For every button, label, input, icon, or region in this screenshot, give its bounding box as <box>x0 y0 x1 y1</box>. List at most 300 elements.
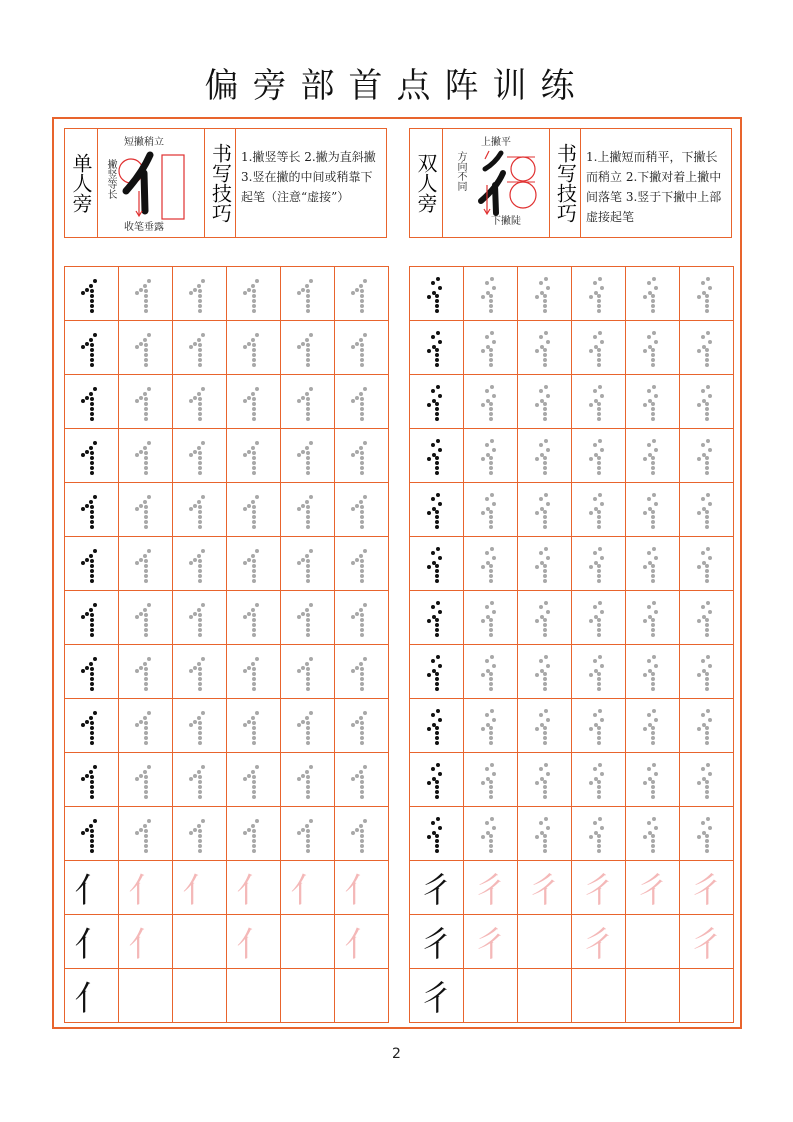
practice-cell <box>572 321 626 375</box>
practice-cell <box>335 861 389 915</box>
practice-cell <box>281 267 335 321</box>
practice-cell <box>464 807 518 861</box>
practice-cell <box>65 321 119 375</box>
practice-cell <box>65 375 119 429</box>
dot-glyph-icon <box>339 431 385 481</box>
practice-cell <box>281 753 335 807</box>
dot-glyph-icon <box>414 431 460 481</box>
dot-glyph-icon <box>69 593 115 643</box>
practice-cell <box>227 753 281 807</box>
practice-cell <box>281 321 335 375</box>
dot-glyph-icon <box>414 647 460 697</box>
practice-cell <box>227 969 281 1023</box>
dot-glyph-icon <box>231 809 277 859</box>
practice-cell <box>281 375 335 429</box>
dot-glyph-icon <box>522 809 568 859</box>
practice-cell <box>173 483 227 537</box>
dot-glyph-icon <box>576 485 622 535</box>
practice-cell <box>680 537 734 591</box>
dot-glyph-icon <box>339 755 385 805</box>
dot-glyph-icon <box>468 377 514 427</box>
trace-glyph: 彳 <box>635 871 670 911</box>
dot-glyph-icon <box>684 701 730 751</box>
practice-cell <box>119 321 173 375</box>
dot-glyph-icon <box>468 809 514 859</box>
dot-glyph-icon <box>285 485 331 535</box>
practice-cell <box>173 861 227 915</box>
dot-glyph-icon <box>630 485 676 535</box>
practice-cell <box>119 915 173 969</box>
practice-cell <box>281 915 335 969</box>
dot-glyph-icon <box>576 809 622 859</box>
right-radical-name: 双人旁 <box>410 129 443 237</box>
practice-cell <box>173 537 227 591</box>
practice-cell <box>227 699 281 753</box>
trace-glyph: 亻 <box>128 871 163 911</box>
practice-cell <box>227 429 281 483</box>
dot-glyph-icon <box>177 755 223 805</box>
practice-cell <box>464 915 518 969</box>
practice-cell <box>410 861 464 915</box>
practice-cell <box>410 537 464 591</box>
practice-cell <box>119 699 173 753</box>
practice-cell <box>464 969 518 1023</box>
left-demo-side-label: 撇竖等长 <box>105 159 116 199</box>
practice-cell <box>572 375 626 429</box>
dot-glyph-icon <box>468 323 514 373</box>
dot-glyph-icon <box>285 431 331 481</box>
dot-glyph-icon <box>339 485 385 535</box>
dot-glyph-icon <box>684 755 730 805</box>
dot-glyph-icon <box>177 377 223 427</box>
dot-glyph-icon <box>285 701 331 751</box>
practice-cell <box>680 807 734 861</box>
dot-glyph-icon <box>123 431 169 481</box>
dot-glyph-icon <box>684 809 730 859</box>
dot-glyph-icon <box>69 809 115 859</box>
practice-cell <box>65 537 119 591</box>
model-glyph: 彳 <box>419 979 454 1019</box>
dot-glyph-icon <box>69 539 115 589</box>
dot-glyph-icon <box>414 593 460 643</box>
dot-glyph-icon <box>576 269 622 319</box>
dot-glyph-icon <box>468 755 514 805</box>
dot-glyph-icon <box>630 647 676 697</box>
practice-cell <box>281 429 335 483</box>
model-glyph: 彳 <box>419 925 454 965</box>
practice-cell <box>626 375 680 429</box>
practice-cell <box>173 591 227 645</box>
dot-glyph-icon <box>123 269 169 319</box>
practice-cell <box>626 483 680 537</box>
practice-cell <box>119 969 173 1023</box>
practice-cell <box>335 591 389 645</box>
practice-cell <box>518 969 572 1023</box>
dot-glyph-icon <box>630 809 676 859</box>
dot-glyph-icon <box>69 701 115 751</box>
dot-glyph-icon <box>285 269 331 319</box>
practice-cell <box>227 861 281 915</box>
practice-cell <box>227 321 281 375</box>
practice-cell <box>281 537 335 591</box>
dot-glyph-icon <box>231 593 277 643</box>
dot-glyph-icon <box>576 377 622 427</box>
practice-cell <box>626 321 680 375</box>
practice-cell <box>335 915 389 969</box>
dot-glyph-icon <box>522 323 568 373</box>
dot-glyph-icon <box>177 431 223 481</box>
dot-glyph-icon <box>69 269 115 319</box>
practice-cell <box>335 699 389 753</box>
dot-glyph-icon <box>339 593 385 643</box>
practice-cell <box>572 753 626 807</box>
dot-glyph-icon <box>285 593 331 643</box>
practice-cell <box>626 807 680 861</box>
practice-cell <box>464 483 518 537</box>
practice-cell <box>410 375 464 429</box>
model-glyph: 彳 <box>419 871 454 911</box>
practice-cell <box>572 969 626 1023</box>
practice-cell <box>173 375 227 429</box>
dot-glyph-icon <box>468 539 514 589</box>
practice-cell <box>410 645 464 699</box>
practice-cell <box>626 915 680 969</box>
practice-cell <box>518 483 572 537</box>
dot-glyph-icon <box>177 539 223 589</box>
dot-glyph-icon <box>339 539 385 589</box>
practice-cell <box>680 591 734 645</box>
practice-cell <box>65 969 119 1023</box>
practice-cell <box>464 429 518 483</box>
dot-glyph-icon <box>630 323 676 373</box>
practice-cell <box>410 267 464 321</box>
dot-glyph-icon <box>414 323 460 373</box>
trace-glyph: 亻 <box>128 925 163 965</box>
dot-glyph-icon <box>231 701 277 751</box>
practice-cell <box>335 645 389 699</box>
practice-cell <box>410 807 464 861</box>
dot-glyph-icon <box>123 809 169 859</box>
dot-glyph-icon <box>69 485 115 535</box>
dot-glyph-icon <box>576 593 622 643</box>
practice-cell <box>572 429 626 483</box>
trace-glyph: 彳 <box>581 925 616 965</box>
practice-cell <box>335 483 389 537</box>
practice-cell <box>518 537 572 591</box>
dot-glyph-icon <box>576 323 622 373</box>
dot-glyph-icon <box>630 593 676 643</box>
dot-glyph-icon <box>522 647 568 697</box>
practice-cell <box>572 699 626 753</box>
practice-cell <box>464 267 518 321</box>
practice-cell <box>518 807 572 861</box>
dot-glyph-icon <box>177 485 223 535</box>
dot-glyph-icon <box>414 377 460 427</box>
practice-cell <box>281 591 335 645</box>
dot-glyph-icon <box>522 431 568 481</box>
dot-glyph-icon <box>231 377 277 427</box>
practice-cell <box>335 375 389 429</box>
practice-cell <box>65 807 119 861</box>
dot-glyph-icon <box>576 647 622 697</box>
practice-cell <box>626 429 680 483</box>
practice-cell <box>119 645 173 699</box>
practice-cell <box>518 591 572 645</box>
trace-glyph: 亻 <box>344 925 379 965</box>
practice-cell <box>626 645 680 699</box>
practice-cell <box>281 645 335 699</box>
dot-glyph-icon <box>684 269 730 319</box>
dot-glyph-icon <box>177 809 223 859</box>
dot-glyph-icon <box>576 701 622 751</box>
practice-cell <box>335 807 389 861</box>
practice-cell <box>173 699 227 753</box>
left-demo-bottom-label: 收笔垂露 <box>124 222 164 233</box>
practice-cell <box>173 753 227 807</box>
practice-cell <box>410 969 464 1023</box>
right-demo-side-label: 方向不同 <box>455 151 466 191</box>
practice-cell <box>518 699 572 753</box>
model-glyph: 亻 <box>74 925 109 965</box>
dot-glyph-icon <box>468 593 514 643</box>
trace-glyph: 亻 <box>290 871 325 911</box>
dot-glyph-icon <box>576 539 622 589</box>
practice-cell <box>464 861 518 915</box>
dot-glyph-icon <box>231 539 277 589</box>
practice-cell <box>518 429 572 483</box>
practice-cell <box>626 969 680 1023</box>
left-header <box>64 128 387 238</box>
dot-glyph-icon <box>339 323 385 373</box>
practice-cell <box>518 267 572 321</box>
practice-cell <box>65 861 119 915</box>
dot-glyph-icon <box>468 701 514 751</box>
practice-cell <box>680 375 734 429</box>
dot-glyph-icon <box>522 269 568 319</box>
dot-glyph-icon <box>630 431 676 481</box>
practice-cell <box>173 267 227 321</box>
dot-glyph-icon <box>69 755 115 805</box>
practice-cell <box>626 699 680 753</box>
left-demo-diagram <box>98 129 205 237</box>
practice-cell <box>626 753 680 807</box>
practice-cell <box>626 537 680 591</box>
practice-cell <box>410 699 464 753</box>
trace-glyph: 彳 <box>473 925 508 965</box>
dot-glyph-icon <box>177 701 223 751</box>
trace-glyph: 亻 <box>236 871 271 911</box>
practice-cell <box>572 267 626 321</box>
practice-cell <box>518 915 572 969</box>
practice-cell <box>626 267 680 321</box>
practice-cell <box>119 267 173 321</box>
dot-glyph-icon <box>69 377 115 427</box>
model-glyph: 亻 <box>74 979 109 1019</box>
practice-cell <box>119 591 173 645</box>
right-tips-text: 1.上撇短而稍平，下撇长而稍立 2.下撇对着上撇中间落笔 3.竖于下撇中上部虚接起笔 <box>586 150 722 224</box>
practice-cell <box>410 591 464 645</box>
dot-glyph-icon <box>468 647 514 697</box>
practice-cell <box>410 429 464 483</box>
dot-glyph-icon <box>285 647 331 697</box>
practice-cell <box>119 483 173 537</box>
right-practice-grid <box>409 266 734 1023</box>
practice-cell <box>227 375 281 429</box>
dot-glyph-icon <box>684 377 730 427</box>
practice-cell <box>119 861 173 915</box>
practice-cell <box>464 321 518 375</box>
practice-cell <box>572 483 626 537</box>
dot-glyph-icon <box>339 377 385 427</box>
dot-glyph-icon <box>231 323 277 373</box>
practice-cell <box>173 969 227 1023</box>
practice-cell <box>173 645 227 699</box>
practice-cell <box>572 807 626 861</box>
dot-glyph-icon <box>69 323 115 373</box>
practice-cell <box>65 645 119 699</box>
trace-glyph: 亻 <box>236 925 271 965</box>
practice-cell <box>65 699 119 753</box>
practice-cell <box>572 537 626 591</box>
practice-cell <box>227 591 281 645</box>
practice-cell <box>65 753 119 807</box>
dot-glyph-icon <box>177 323 223 373</box>
dot-glyph-icon <box>414 809 460 859</box>
trace-glyph: 彳 <box>473 871 508 911</box>
practice-cell <box>227 537 281 591</box>
dot-glyph-icon <box>684 539 730 589</box>
dot-glyph-icon <box>630 539 676 589</box>
dot-glyph-icon <box>684 323 730 373</box>
practice-cell <box>464 753 518 807</box>
dot-glyph-icon <box>285 377 331 427</box>
dot-glyph-icon <box>630 701 676 751</box>
practice-cell <box>464 645 518 699</box>
practice-cell <box>335 267 389 321</box>
dot-glyph-icon <box>231 269 277 319</box>
dot-glyph-icon <box>630 755 676 805</box>
dot-glyph-icon <box>522 701 568 751</box>
practice-cell <box>119 753 173 807</box>
right-demo-diagram <box>443 129 550 237</box>
trace-glyph: 彳 <box>689 925 724 965</box>
dot-glyph-icon <box>123 539 169 589</box>
practice-cell <box>518 375 572 429</box>
practice-cell <box>410 321 464 375</box>
practice-cell <box>65 267 119 321</box>
left-radical-name: 单人旁 <box>65 129 98 237</box>
dot-glyph-icon <box>414 269 460 319</box>
dot-glyph-icon <box>468 431 514 481</box>
dot-glyph-icon <box>69 647 115 697</box>
practice-cell <box>65 915 119 969</box>
practice-cell <box>572 861 626 915</box>
practice-cell <box>65 483 119 537</box>
practice-cell <box>572 591 626 645</box>
model-glyph: 亻 <box>74 871 109 911</box>
practice-cell <box>518 321 572 375</box>
dot-glyph-icon <box>123 701 169 751</box>
dot-glyph-icon <box>177 593 223 643</box>
practice-cell <box>227 915 281 969</box>
practice-cell <box>173 915 227 969</box>
practice-cell <box>626 591 680 645</box>
practice-cell <box>680 645 734 699</box>
practice-cell <box>173 429 227 483</box>
practice-cell <box>680 321 734 375</box>
dot-glyph-icon <box>123 323 169 373</box>
left-tips-text: 1.撇竖等长 2.撇为直斜撇 3.竖在撇的中间或稍靠下起笔（注意“虚接”） <box>241 150 376 204</box>
dot-glyph-icon <box>684 431 730 481</box>
practice-cell <box>281 969 335 1023</box>
practice-cell <box>680 915 734 969</box>
dot-glyph-icon <box>522 755 568 805</box>
left-tips-label: 书写技巧 <box>205 129 236 237</box>
practice-cell <box>173 807 227 861</box>
dot-glyph-icon <box>576 755 622 805</box>
dot-glyph-icon <box>522 593 568 643</box>
practice-cell <box>281 861 335 915</box>
dot-glyph-icon <box>285 539 331 589</box>
dot-glyph-icon <box>123 377 169 427</box>
dot-glyph-icon <box>468 269 514 319</box>
practice-cell <box>626 861 680 915</box>
practice-cell <box>335 429 389 483</box>
practice-cell <box>227 267 281 321</box>
page-number: 2 <box>392 1046 401 1062</box>
practice-cell <box>119 375 173 429</box>
dot-glyph-icon <box>339 809 385 859</box>
practice-cell <box>464 591 518 645</box>
practice-cell <box>335 753 389 807</box>
dot-glyph-icon <box>123 593 169 643</box>
dot-glyph-icon <box>468 485 514 535</box>
dot-glyph-icon <box>123 485 169 535</box>
practice-cell <box>680 753 734 807</box>
left-practice-grid <box>64 266 389 1023</box>
practice-cell <box>680 861 734 915</box>
practice-cell <box>410 483 464 537</box>
right-tips-label: 书写技巧 <box>550 129 581 237</box>
dot-glyph-icon <box>522 539 568 589</box>
dot-glyph-icon <box>339 701 385 751</box>
dot-glyph-icon <box>285 323 331 373</box>
practice-cell <box>227 807 281 861</box>
dot-glyph-icon <box>231 647 277 697</box>
dot-glyph-icon <box>285 809 331 859</box>
practice-cell <box>119 807 173 861</box>
practice-cell <box>335 321 389 375</box>
practice-cell <box>464 375 518 429</box>
practice-cell <box>680 483 734 537</box>
page-title: 偏旁部首点阵训练 <box>204 66 589 106</box>
right-header <box>409 128 732 238</box>
practice-cell <box>227 645 281 699</box>
dot-glyph-icon <box>522 377 568 427</box>
practice-cell <box>119 429 173 483</box>
dot-glyph-icon <box>285 755 331 805</box>
dot-glyph-icon <box>684 647 730 697</box>
dot-glyph-icon <box>522 485 568 535</box>
practice-cell <box>119 537 173 591</box>
dot-glyph-icon <box>684 593 730 643</box>
practice-cell <box>410 915 464 969</box>
dot-glyph-icon <box>339 269 385 319</box>
dot-glyph-icon <box>414 539 460 589</box>
practice-cell <box>335 969 389 1023</box>
practice-cell <box>572 645 626 699</box>
dot-glyph-icon <box>231 755 277 805</box>
